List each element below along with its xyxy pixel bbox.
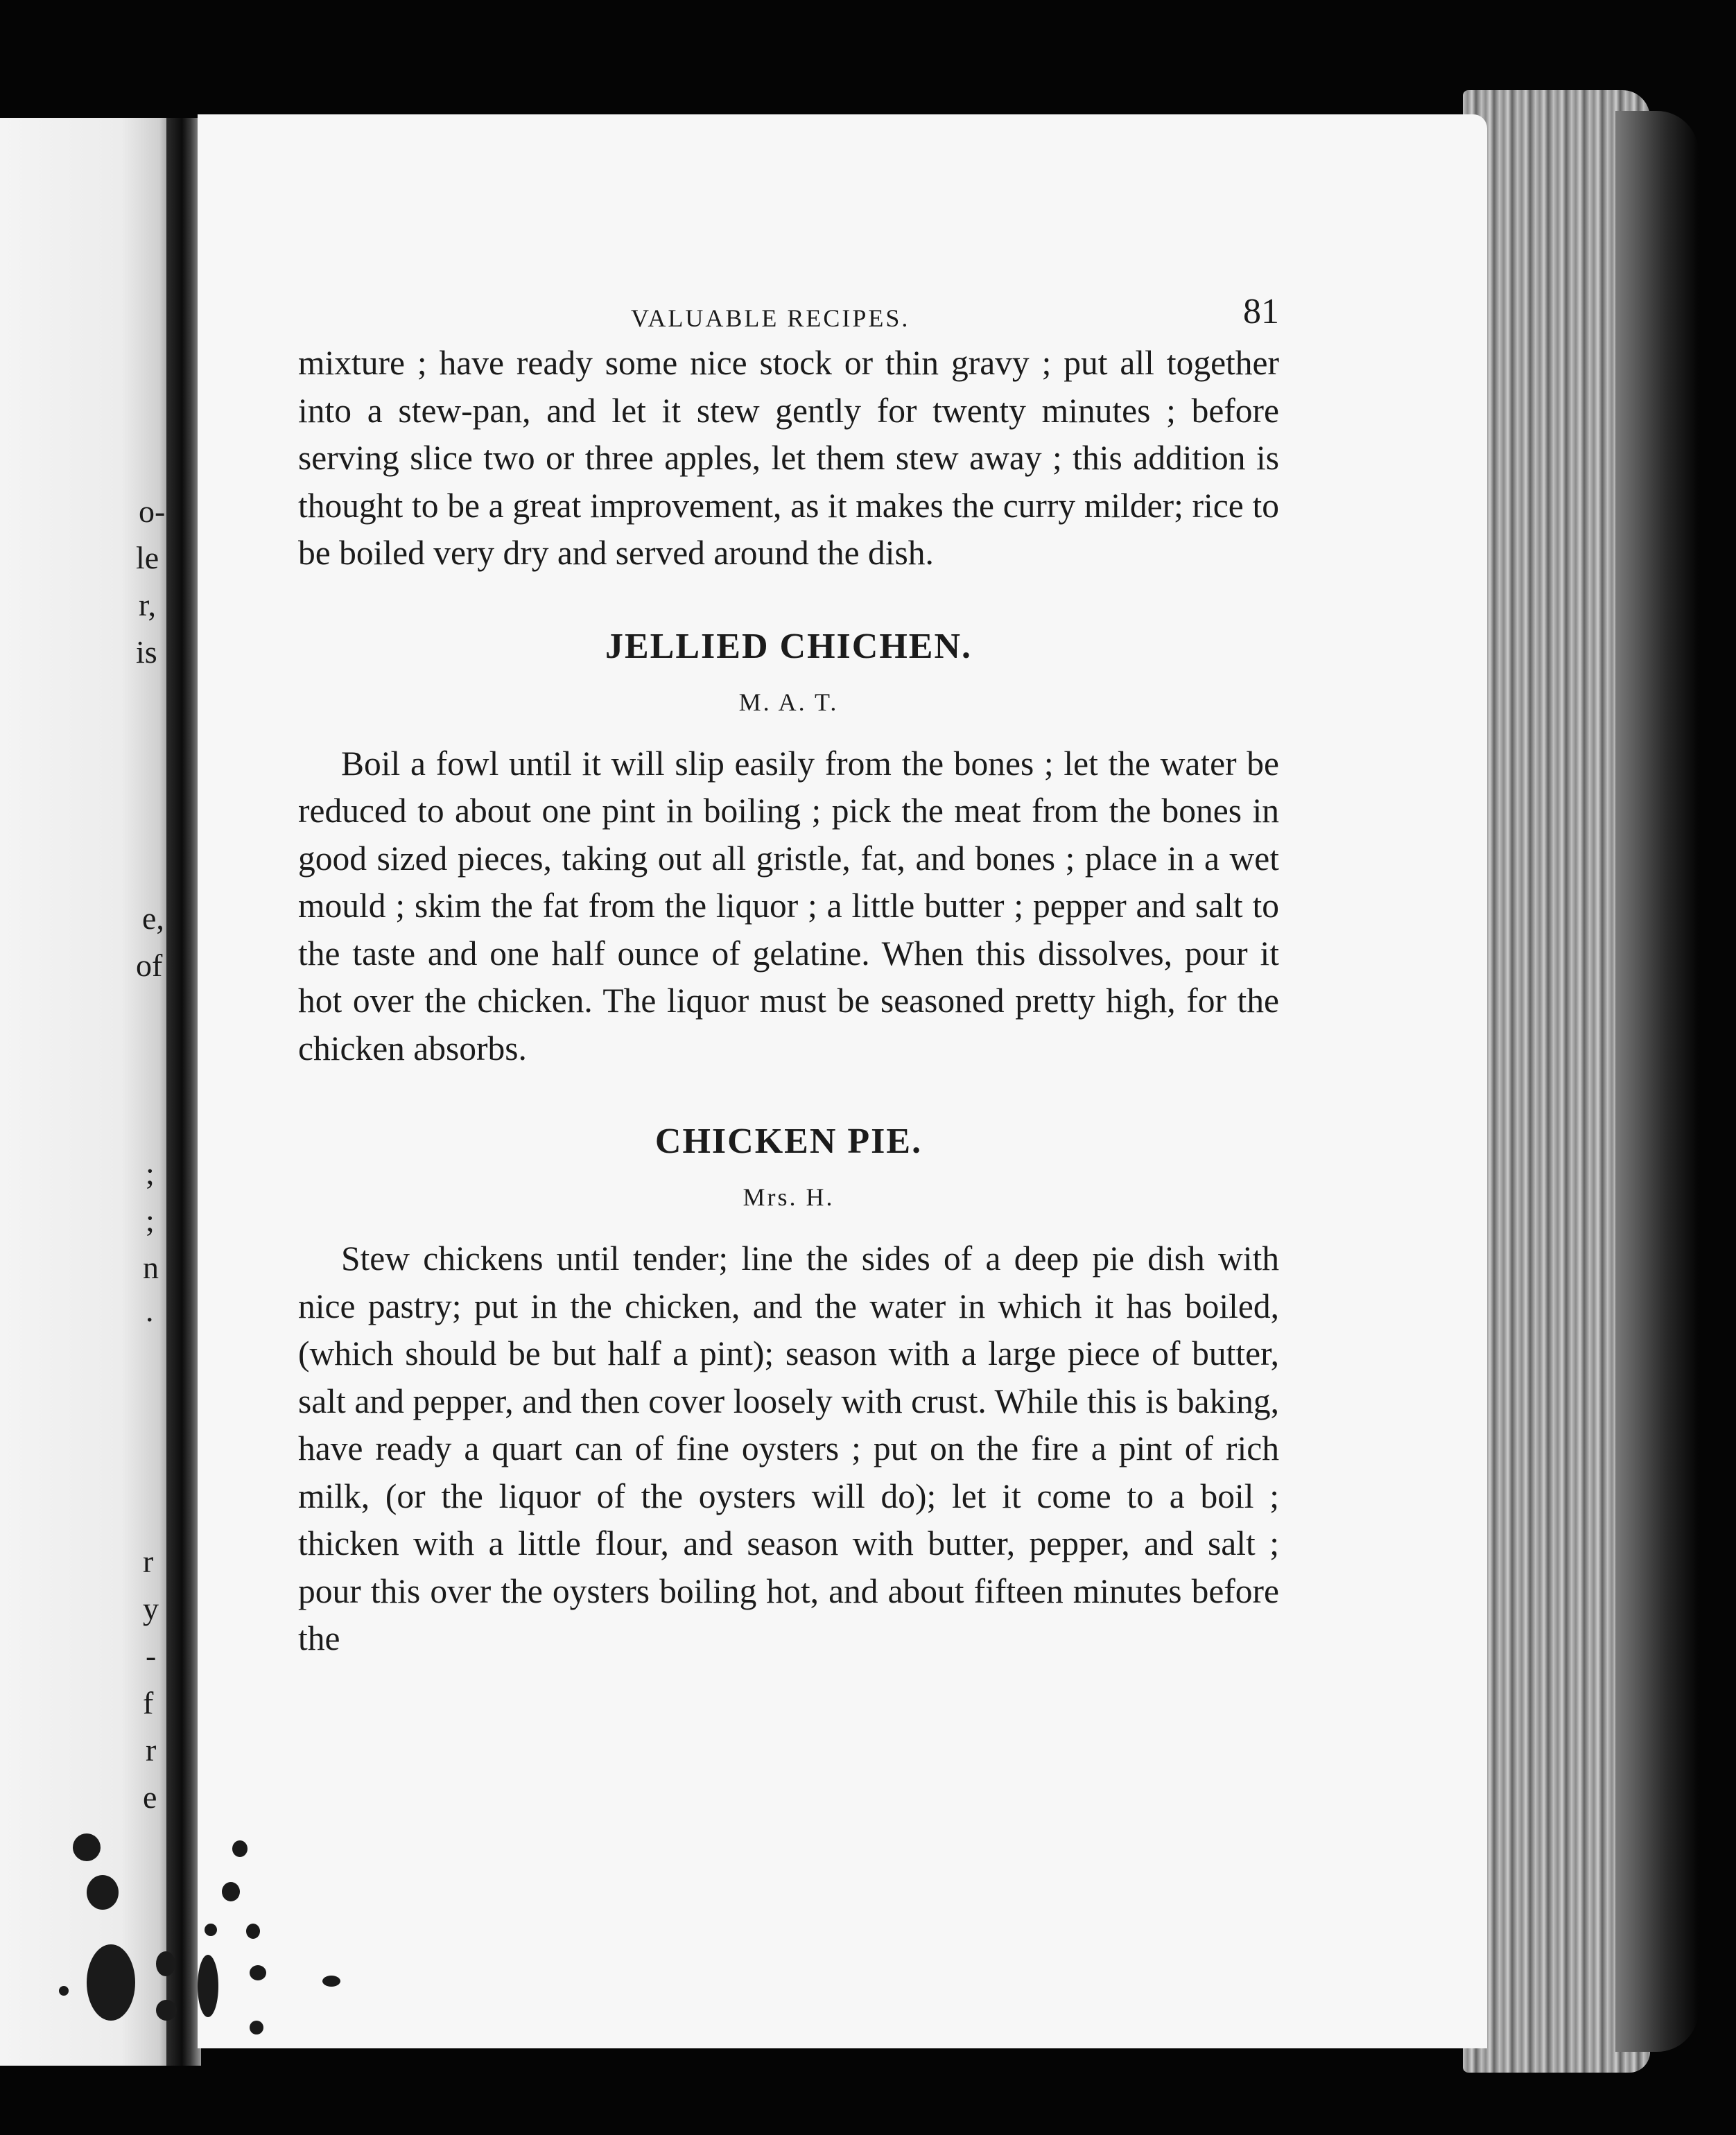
left-page-fragment: ; — [146, 1156, 155, 1191]
book-gutter — [166, 118, 201, 2066]
intro-paragraph: mixture ; have ready some nice stock or thin gravy ; put all together into a stew-pan, and let it stew gently for twenty minutes ; before serving slice two or three apples, let them stew away ; this addition is thought to be a great improvement, as it makes the curry milder; rice to be boiled very dry and served around the dish. — [298, 344, 1279, 572]
ink-blot — [73, 1833, 101, 1861]
left-page-fragment: r — [143, 1544, 154, 1579]
ink-blot — [322, 1976, 340, 1987]
left-page-fragment: ; — [146, 1203, 155, 1238]
left-page-fragment: e, — [142, 900, 164, 936]
left-page-fragment: - — [146, 1638, 157, 1673]
ink-blot — [59, 1986, 69, 1996]
left-page-fragment: r — [146, 1732, 157, 1768]
ink-blot — [222, 1882, 240, 1901]
ink-blot — [87, 1875, 119, 1910]
left-page-fragment: y — [143, 1591, 159, 1626]
ink-blot — [205, 1924, 217, 1936]
page-content — [298, 291, 1279, 1663]
ink-blot — [246, 1924, 260, 1939]
left-page-fragment: f — [143, 1685, 154, 1720]
recipe-body: Stew chickens until tender; line the sides of a deep pie dish with nice pastry; put in the chicken, and the water in which it has boiled, (which should be but half a pint); season with a large piece of butter, salt and pepper, and then cover loosely with crust. While this is baking, have ready a quart can of fine oysters ; put on the fire a pint of rich milk, (or the liquor of the oysters will do); let it come to a boil ; thicken with a little flour, and season with butter, pepper, and salt ; pour this over the oysters boiling hot, and about fifteen minutes before the — [298, 1239, 1279, 1657]
running-title: VALUABLE RECIPES. — [631, 304, 910, 332]
left-page-fragment: r, — [139, 587, 156, 622]
page-number: 81 — [1243, 292, 1279, 331]
ink-blot — [198, 1955, 218, 2017]
left-page-fragment: . — [146, 1293, 154, 1328]
recipe-title: CHICKEN PIE. — [654, 1122, 923, 1161]
ink-blot — [156, 1951, 175, 1976]
recipe-body: Boil a fowl until it will slip easily from the bones ; let the water be reduced to about one pint in boiling ; pick the meat from the bones in good sized pieces, taking out all gristle, fat, and bones ; place in a wet mould ; skim the fat from the liquor ; a little butter ; pepper and salt to the taste and one half ounce of gelatine. When this dissolves, pour it hot over the chicken. The liquor must be seasoned pretty high, for the chicken absorbs. — [298, 744, 1279, 1068]
running-head — [298, 291, 1279, 340]
ink-blot — [156, 2000, 177, 2021]
ink-blot — [250, 2021, 263, 2034]
ink-blot — [232, 1840, 248, 1857]
recipe-title: JELLIED CHICHEN. — [605, 626, 972, 666]
ink-blot — [250, 1965, 266, 1980]
ink-blot — [87, 1944, 135, 2021]
left-page-fragment: of — [136, 948, 163, 983]
recipe-author: M. A. T. — [738, 688, 839, 716]
recipe-author: Mrs. H. — [743, 1183, 835, 1211]
left-page-fragment: n — [143, 1250, 159, 1285]
left-page-fragment: le — [136, 540, 159, 575]
left-facing-page — [0, 118, 173, 2066]
book-cover-edge — [1615, 111, 1699, 2052]
left-page-fragment: o- — [139, 494, 166, 529]
left-page-fragment: e — [143, 1779, 157, 1815]
left-page-fragment: is — [136, 634, 157, 670]
